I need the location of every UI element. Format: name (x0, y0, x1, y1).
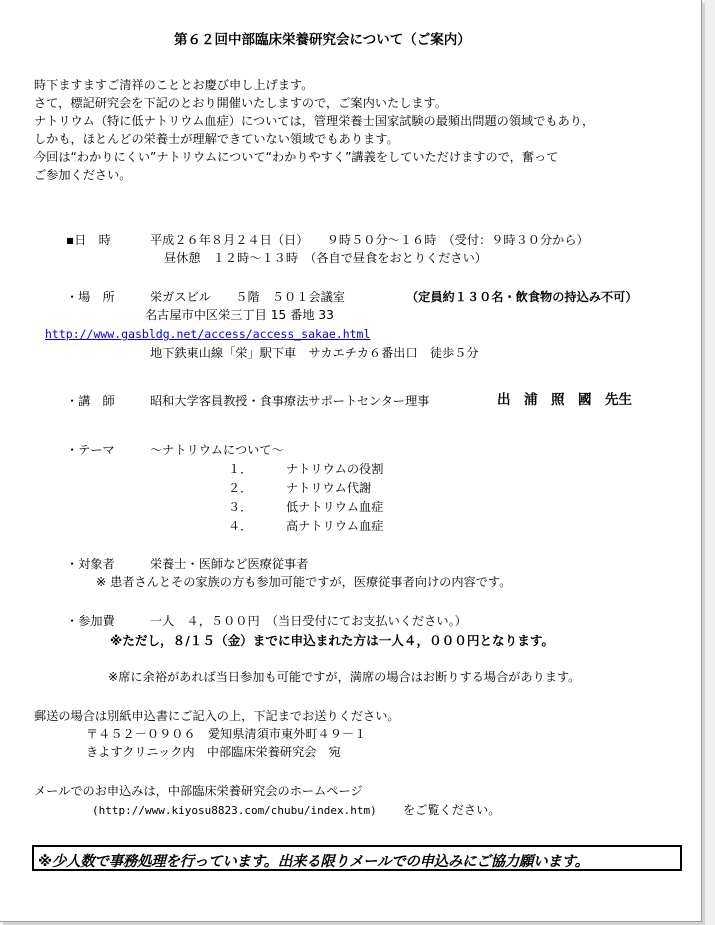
date-value: 平成２６年８月２４日（日） ９時５０分～１６時 （受付：９時３０分から） (150, 233, 589, 247)
theme-item-text: 低ナトリウム血症 (286, 500, 384, 514)
theme-item-text: ナトリウム代謝 (286, 481, 372, 495)
intro-line: ご参加ください。 (34, 168, 132, 182)
email-suffix: をご覧ください。 (403, 803, 501, 817)
fee-label: ・参加費 (66, 614, 115, 628)
theme-item-num: １． (228, 462, 253, 476)
target-value: 栄養士・医師など医療従事者 (150, 557, 309, 571)
fee-note: ※席に余裕があれば当日参加も可能ですが，満席の場合はお断りする場合があります。 (108, 670, 581, 684)
closing-notice-box (32, 845, 682, 871)
theme-item-num: ３． (228, 500, 253, 514)
target-note: ※ 患者さんとその家族の方も参加可能ですが，医療従事者向けの内容です。 (96, 575, 512, 589)
document-title: 第６２回中部臨床栄養研究会について（ご案内） (174, 32, 471, 48)
intro-line: さて，標記研究会を下記のとおり開催いたしますので，ご案内いたします。 (34, 96, 447, 110)
lecturer-label: ・講 師 (66, 394, 115, 408)
intro-line: ナトリウム（特に低ナトリウム血症）については，管理栄養士国家試験の最頻出問題の領域でもあり， (34, 114, 595, 128)
lecturer-affiliation: 昭和大学客員教授・食事療法サポートセンター理事 (150, 394, 430, 408)
theme-item-num: ４． (228, 519, 253, 533)
venue-capacity: （定員約１３０名・飲食物の持込み不可） (406, 290, 638, 304)
theme-item-text: ナトリウムの役割 (286, 462, 384, 476)
lunch-break: 昼休憩 １２時～１３時 （各自で昼食をおとりください） (164, 251, 487, 265)
theme-item-text: 高ナトリウム血症 (286, 519, 384, 533)
venue-url-link[interactable]: http://www.gasbldg.net/access/access_sakae.html (45, 327, 371, 341)
theme-label: ・テーマ (66, 443, 115, 457)
email-intro: メールでのお申込みは，中部臨床栄養研究会のホームページ (34, 784, 363, 798)
venue-name: 栄ガスビル ５階 ５０１会議室 (150, 290, 345, 304)
date-label: ▪日 時 (66, 233, 111, 247)
intro-line: しかも，ほとんどの栄養士が理解できていない領域でもあります。 (34, 132, 399, 146)
venue-address: 名古屋市中区栄三丁目 15 番地 33 (145, 308, 334, 322)
lecturer-name: 出 浦 照 國 先生 (497, 392, 632, 408)
closing-notice: ※少人数で事務処理を行っています。出来る限りメールでの申込みにご協力願います。 (38, 854, 589, 870)
theme-item-num: ２． (228, 481, 253, 495)
homepage-url: (http://www.kiyosu8823.com/chubu/index.htm) (92, 804, 377, 817)
target-label: ・対象者 (66, 557, 115, 571)
mail-intro: 郵送の場合は別紙申込書にご記入の上，下記までお送りください。 (34, 709, 400, 723)
venue-access: 地下鉄東山線「栄」駅下車 サカエチカ６番出口 徒歩５分 (150, 346, 479, 360)
mail-address: 〒４５２－０９０６ 愛知県清須市東外町４９－１ (86, 727, 367, 741)
intro-line: 今回は“わかりにくい”ナトリウムについて“わかりやすく”講義をしていただけますので，奮って (34, 150, 559, 164)
mail-recipient: きよすクリニック内 中部臨床栄養研究会 宛 (86, 745, 341, 759)
fee-value: 一人 ４，５００円 （当日受付にてお支払いください。） (150, 614, 467, 628)
venue-label: ・場 所 (66, 290, 115, 304)
fee-early-discount: ※ただし，８/１５（金）までに申込まれた方は一人４，０００円となります。 (110, 633, 555, 648)
theme-value: ～ナトリウムについて～ (150, 443, 284, 457)
intro-line: 時下ますますご清祥のこととお慶び申し上げます。 (34, 78, 314, 92)
